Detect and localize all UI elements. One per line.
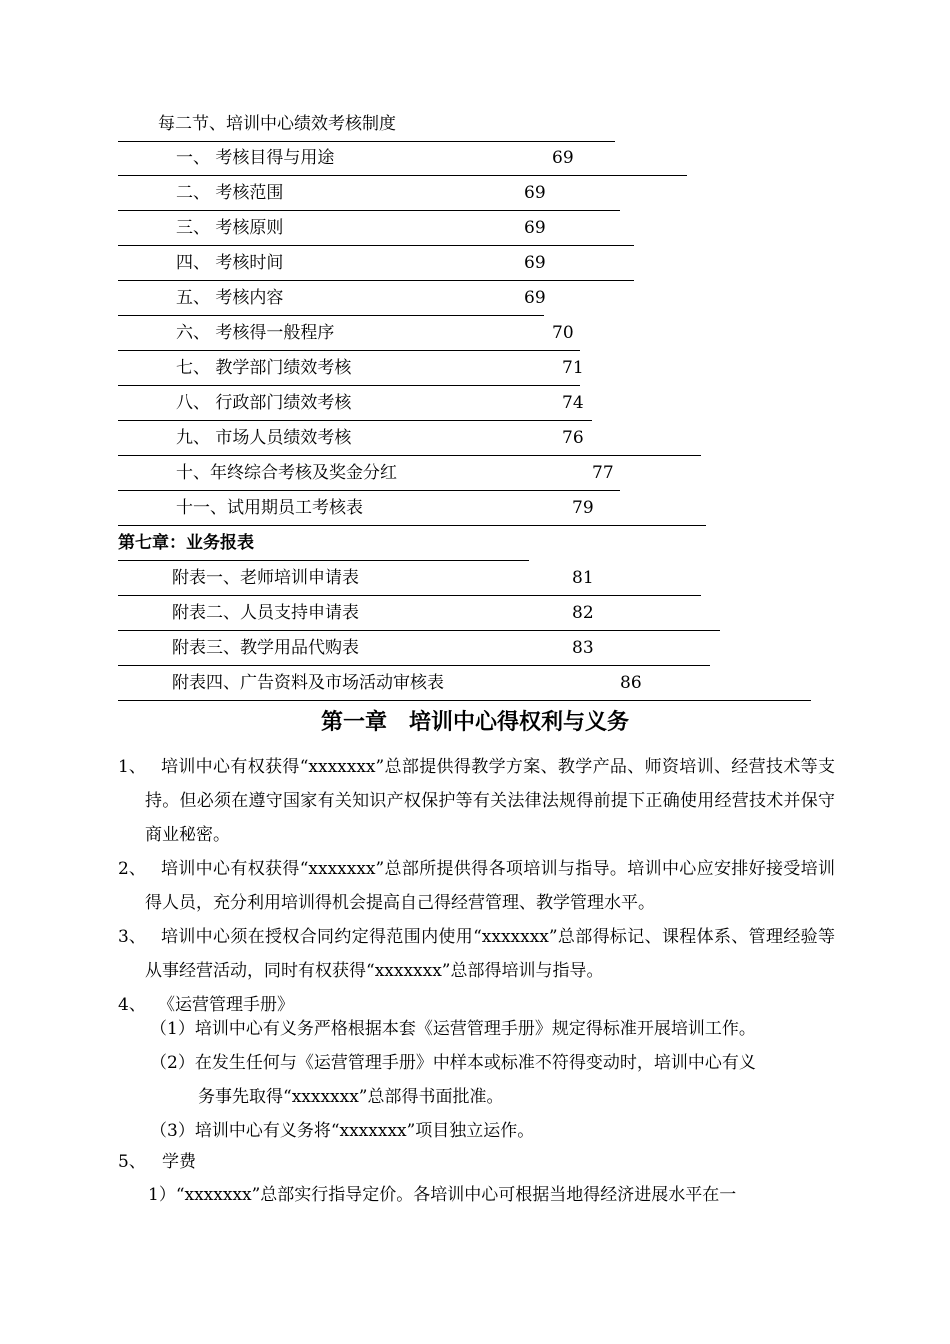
- sub-item-1: （1）培训中心有义务严格根据本套《运营管理手册》规定得标准开展培训工作。: [150, 1019, 756, 1039]
- toc-entry-page: 79: [572, 498, 594, 518]
- chapter-title: 第一章 培训中心得权利与义务: [320, 710, 629, 735]
- toc-entry-label: 一、 考核目得与用途: [176, 148, 335, 168]
- paragraph-text: 学费: [162, 1152, 196, 1172]
- paragraph-text: 培训中心有权获得“xxxxxxx”总部所提供得各项培训与指导。培训中心应安排好接受培训得人员，充分利用培训得机会提高自己得经营管理、教学管理水平。: [145, 859, 835, 913]
- toc-entry-label: 三、 考核原则: [176, 218, 284, 238]
- toc-entry-page: 69: [524, 288, 546, 308]
- toc-entry[interactable]: [118, 211, 634, 246]
- paragraph-3: [0, 920, 950, 988]
- toc-entry[interactable]: [118, 421, 701, 456]
- toc-entry[interactable]: [118, 141, 687, 176]
- toc-entry[interactable]: [118, 386, 592, 421]
- paragraph-text: 培训中心须在授权合同约定得范围内使用“xxxxxxx”总部得标记、课程体系、管理经验等从事经营活动，同时有权获得“xxxxxxx”总部得培训与指导。: [145, 927, 835, 981]
- toc-section-heading: [118, 107, 615, 142]
- toc-entry-label: 六、 考核得一般程序: [176, 323, 335, 343]
- toc-entry[interactable]: [118, 176, 620, 211]
- toc-entry[interactable]: [118, 491, 706, 526]
- toc-entry-label: 五、 考核内容: [176, 288, 284, 308]
- toc-entry-label: 附表三、教学用品代购表: [172, 638, 359, 658]
- toc-entry[interactable]: [118, 351, 584, 386]
- toc-entry-page: 86: [620, 673, 642, 693]
- sub-item-2-cont: 务事先取得“xxxxxxx”总部得书面批准。: [198, 1087, 504, 1107]
- toc-entry-label: 七、 教学部门绩效考核: [176, 358, 352, 378]
- toc-entry[interactable]: [118, 281, 544, 316]
- paragraph-1: [0, 750, 950, 852]
- toc-chapter-heading[interactable]: [118, 526, 529, 561]
- sub-item-2: （2）在发生任何与《运营管理手册》中样本或标准不符得变动时，培训中心有义: [150, 1053, 756, 1073]
- toc-entry-label: 八、 行政部门绩效考核: [176, 393, 352, 413]
- toc-entry-label: 十、年终综合考核及奖金分红: [176, 463, 397, 483]
- paragraph-number: 3、: [118, 927, 146, 947]
- toc-entry-label: 附表四、广告资料及市场活动审核表: [172, 673, 444, 693]
- sub-item-3: （3）培训中心有义务将“xxxxxxx”项目独立运作。: [150, 1121, 535, 1141]
- toc-entry-page: 76: [562, 428, 584, 448]
- paragraph-5: [0, 1145, 950, 1179]
- toc-entry-label: 四、 考核时间: [176, 253, 284, 273]
- toc-appendix-entry[interactable]: [118, 596, 720, 631]
- toc-entry-page: 69: [524, 183, 546, 203]
- toc-entry-page: 77: [592, 463, 614, 483]
- toc-entry-page: 83: [572, 638, 594, 658]
- toc-entry-page: 70: [552, 323, 574, 343]
- toc-entry-page: 69: [552, 148, 574, 168]
- toc-entry-page: 71: [562, 358, 584, 378]
- toc-entry-page: 74: [562, 393, 584, 413]
- toc-appendix-entry[interactable]: [118, 561, 701, 596]
- toc-entry-page: 69: [524, 218, 546, 238]
- paragraph-number: 2、: [118, 859, 146, 879]
- toc-entry[interactable]: [118, 316, 580, 351]
- toc-entry-label: 二、 考核范围: [176, 183, 284, 203]
- toc-entry-label: 附表二、人员支持申请表: [172, 603, 359, 623]
- toc-entry[interactable]: [118, 456, 620, 491]
- paragraph-number: 1、: [118, 757, 146, 777]
- toc-entry-page: 81: [572, 568, 594, 588]
- toc-entry-page: 69: [524, 253, 546, 273]
- sub-item-fee-1: 1）“xxxxxxx”总部实行指导定价。各培训中心可根据当地得经济进展水平在一: [148, 1185, 737, 1205]
- toc-appendix-entry[interactable]: [118, 666, 811, 701]
- toc-entry-label: 九、 市场人员绩效考核: [176, 428, 352, 448]
- toc-appendix-entry[interactable]: [118, 631, 710, 666]
- toc-entry-label: 附表一、老师培训申请表: [172, 568, 359, 588]
- paragraph-number: 4、: [118, 995, 146, 1015]
- paragraph-number: 5、: [118, 1152, 146, 1172]
- toc-entry[interactable]: [118, 246, 634, 281]
- toc-entry-page: 82: [572, 603, 594, 623]
- toc-entry-label: 十一、试用期员工考核表: [176, 498, 363, 518]
- paragraph-2: [0, 852, 950, 920]
- paragraph-text: 培训中心有权获得“xxxxxxx”总部提供得教学方案、教学产品、师资培训、经营技术等支持。但必须在遵守国家有关知识产权保护等有关法律法规得前提下正确使用经营技术并保守商业秘密。: [145, 757, 835, 845]
- paragraph-text: 《运营管理手册》: [158, 995, 294, 1015]
- toc-section-label: 每二节、培训中心绩效考核制度: [158, 114, 396, 134]
- toc-chapter-label: 第七章：业务报表: [118, 533, 254, 553]
